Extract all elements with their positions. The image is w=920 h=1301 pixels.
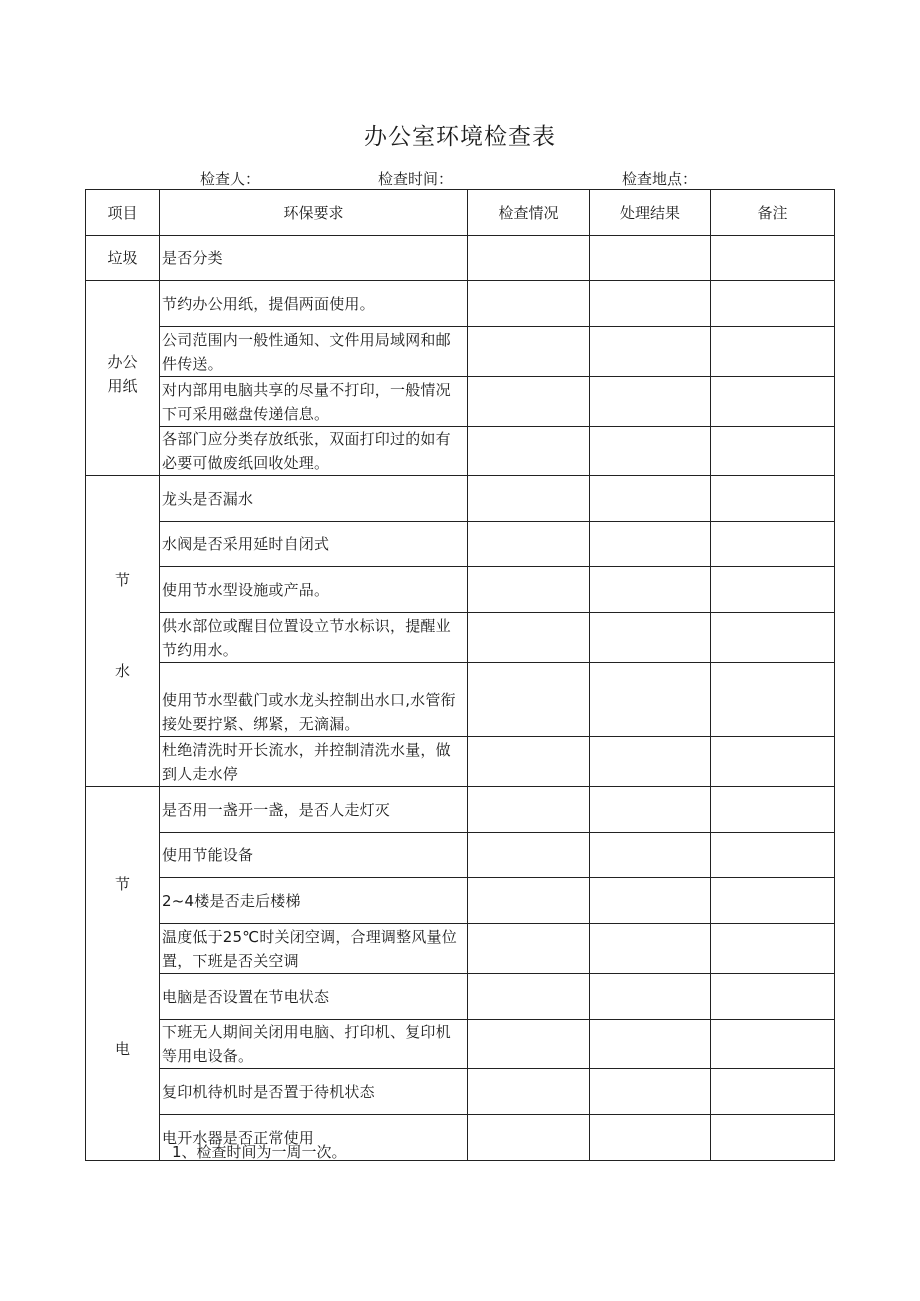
remarks-cell[interactable] (711, 663, 835, 737)
inspection-status-cell[interactable] (468, 663, 590, 737)
inspection-status-cell[interactable] (468, 1020, 590, 1069)
requirement-cell: 龙头是否漏水 (160, 476, 468, 522)
remarks-cell[interactable] (711, 737, 835, 787)
inspection-status-cell[interactable] (468, 737, 590, 787)
remarks-cell[interactable] (711, 567, 835, 613)
table-row (86, 1069, 835, 1115)
table-row (86, 833, 835, 878)
inspection-status-cell[interactable] (468, 1115, 590, 1161)
table-row (86, 1020, 835, 1069)
remarks-cell[interactable] (711, 427, 835, 476)
handling-result-cell[interactable] (590, 327, 711, 377)
requirement-cell: 温度低于25℃时关闭空调，合理调整风量位置，下班是否关空调 (160, 924, 468, 974)
inspection-status-cell[interactable] (468, 878, 590, 924)
remarks-cell[interactable] (711, 377, 835, 427)
column-header: 备注 (711, 190, 835, 236)
column-header: 项目 (86, 190, 160, 236)
inspection-status-cell[interactable] (468, 833, 590, 878)
category-office-paper (86, 281, 160, 476)
column-header: 处理结果 (590, 190, 711, 236)
requirement-cell: 公司范围内一般性通知、文件用局域网和邮件传送。 (160, 327, 468, 377)
table-row (86, 522, 835, 567)
table-row (86, 878, 835, 924)
handling-result-cell[interactable] (590, 663, 711, 737)
remarks-cell[interactable] (711, 1069, 835, 1115)
inspection-status-cell[interactable] (468, 476, 590, 522)
column-header: 环保要求 (160, 190, 468, 236)
handling-result-cell[interactable] (590, 377, 711, 427)
table-row (86, 737, 835, 787)
inspection-status-cell[interactable] (468, 974, 590, 1020)
remarks-cell[interactable] (711, 878, 835, 924)
table-row (86, 787, 835, 833)
table-row (86, 924, 835, 974)
remarks-cell[interactable] (711, 1020, 835, 1069)
requirement-cell: 是否分类 (160, 236, 468, 281)
inspection-status-cell[interactable] (468, 567, 590, 613)
table-row (86, 281, 835, 327)
table-row (86, 236, 835, 281)
remarks-cell[interactable] (711, 522, 835, 567)
handling-result-cell[interactable] (590, 567, 711, 613)
inspection-table (85, 189, 835, 1161)
table-row (86, 567, 835, 613)
category-label: 垃圾 (107, 249, 138, 267)
footnote: 1、检查时间为一周一次。 (172, 1143, 347, 1161)
remarks-cell[interactable] (711, 476, 835, 522)
handling-result-cell[interactable] (590, 737, 711, 787)
remarks-cell[interactable] (711, 787, 835, 833)
table-row (86, 663, 835, 737)
inspection-status-cell[interactable] (468, 427, 590, 476)
requirement-cell: 电脑是否设置在节电状态 (160, 974, 468, 1020)
inspection-status-cell[interactable] (468, 1069, 590, 1115)
remarks-cell[interactable] (711, 281, 835, 327)
handling-result-cell[interactable] (590, 613, 711, 663)
requirement-cell: 2~4楼是否走后楼梯 (160, 878, 468, 924)
requirement-cell: 节约办公用纸，提倡两面使用。 (160, 281, 468, 327)
remarks-cell[interactable] (711, 236, 835, 281)
handling-result-cell[interactable] (590, 522, 711, 567)
requirement-cell: 电开水器是否正常使用 (160, 1115, 468, 1161)
column-header: 检查情况 (468, 190, 590, 236)
requirement-cell: 对内部用电脑共享的尽量不打印，一般情况下可采用磁盘传递信息。 (160, 377, 468, 427)
handling-result-cell[interactable] (590, 1020, 711, 1069)
inspection-status-cell[interactable] (468, 787, 590, 833)
requirement-cell: 水阀是否采用延时自闭式 (160, 522, 468, 567)
requirement-cell: 使用节能设备 (160, 833, 468, 878)
requirement-cell: 杜绝清洗时开长流水，并控制清洗水量，做到人走水停 (160, 737, 468, 787)
requirement-cell: 复印机待机时是否置于待机状态 (160, 1069, 468, 1115)
remarks-cell[interactable] (711, 613, 835, 663)
category-label: 水 (114, 662, 130, 680)
handling-result-cell[interactable] (590, 787, 711, 833)
inspection-status-cell[interactable] (468, 377, 590, 427)
category-label: 电 (114, 1040, 130, 1058)
handling-result-cell[interactable] (590, 1069, 711, 1115)
inspection-status-cell[interactable] (468, 522, 590, 567)
inspection-time-label: 检查时间： (378, 170, 454, 188)
table-row (86, 613, 835, 663)
requirement-cell: 使用节水型设施或产品。 (160, 567, 468, 613)
requirement-cell: 下班无人期间关闭用电脑、打印机、复印机等用电设备。 (160, 1020, 468, 1069)
requirement-cell: 使用节水型截门或水龙头控制出水口,水管衔接处要拧紧、绑紧，无滴漏。 (160, 663, 468, 737)
inspection-location-label: 检查地点： (622, 170, 698, 188)
table-row (86, 974, 835, 1020)
table-row (86, 377, 835, 427)
table-row (86, 327, 835, 377)
table-header-row (86, 190, 835, 236)
category-garbage (86, 236, 160, 281)
category-label: 节 (114, 571, 130, 589)
handling-result-cell[interactable] (590, 878, 711, 924)
category-water-saving (86, 476, 160, 787)
handling-result-cell[interactable] (590, 236, 711, 281)
handling-result-cell[interactable] (590, 1115, 711, 1161)
remarks-cell[interactable] (711, 924, 835, 974)
requirement-cell: 是否用一盏开一盏，是否人走灯灭 (160, 787, 468, 833)
requirement-cell: 供水部位或醒目位置设立节水标识，提醒业节约用水。 (160, 613, 468, 663)
category-label: 用纸 (107, 377, 138, 395)
handling-result-cell[interactable] (590, 974, 711, 1020)
handling-result-cell[interactable] (590, 427, 711, 476)
inspection-status-cell[interactable] (468, 924, 590, 974)
category-label: 节 (114, 875, 130, 893)
page-title: 办公室环境检查表 (364, 124, 556, 150)
remarks-cell[interactable] (711, 833, 835, 878)
remarks-cell[interactable] (711, 327, 835, 377)
requirement-cell: 各部门应分类存放纸张，双面打印过的如有必要可做废纸回收处理。 (160, 427, 468, 476)
inspection-status-cell[interactable] (468, 281, 590, 327)
handling-result-cell[interactable] (590, 833, 711, 878)
table-row (86, 476, 835, 522)
category-power-saving (86, 787, 160, 1161)
remarks-cell[interactable] (711, 974, 835, 1020)
handling-result-cell[interactable] (590, 281, 711, 327)
handling-result-cell[interactable] (590, 924, 711, 974)
inspection-status-cell[interactable] (468, 236, 590, 281)
inspector-label: 检查人： (200, 170, 261, 188)
remarks-cell[interactable] (711, 1115, 835, 1161)
table-row (86, 427, 835, 476)
inspection-status-cell[interactable] (468, 327, 590, 377)
inspection-status-cell[interactable] (468, 613, 590, 663)
handling-result-cell[interactable] (590, 476, 711, 522)
category-label: 办公 (107, 353, 138, 371)
